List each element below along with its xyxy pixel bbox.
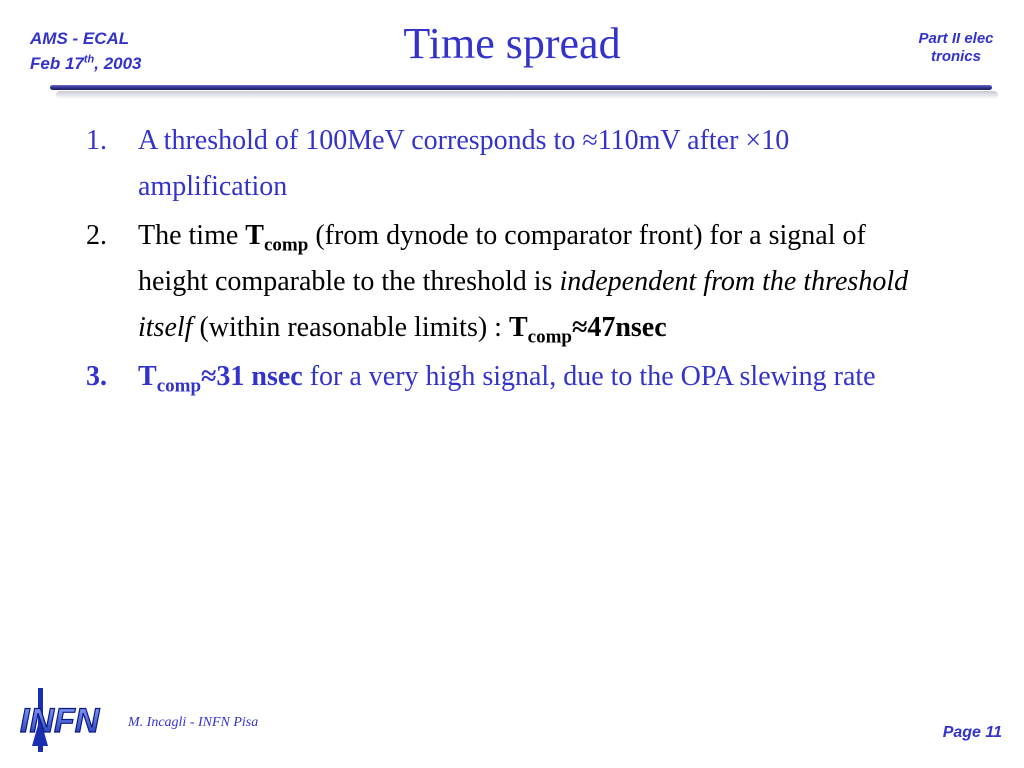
tcomp-number: ≈47nsec xyxy=(571,312,667,343)
tcomp-subscript: comp xyxy=(263,234,309,256)
page-number: Page 11 xyxy=(942,724,1002,741)
tcomp-letter: T xyxy=(508,312,528,343)
title-rule xyxy=(50,85,992,90)
item-text-part: The time xyxy=(138,220,246,251)
item-text xyxy=(138,354,936,400)
header-date-prefix: Feb 17 xyxy=(30,54,84,73)
item-text xyxy=(138,213,936,351)
item-number: 2. xyxy=(86,220,107,251)
item-text: A threshold of 100MeV corresponds to ≈110mV after ×10 amplification xyxy=(138,125,790,202)
infn-logo-icon xyxy=(16,688,108,752)
tcomp-letter: T xyxy=(245,220,264,251)
item-text-part: for a very high signal, due to the OPA slewing rate xyxy=(302,361,876,392)
item-text-part: (from dynode to comparator front) for a signal of height comparable to the threshold is xyxy=(138,220,866,297)
header-project: AMS - ECAL xyxy=(30,29,130,48)
item-text-italic: independent from the threshold itself xyxy=(138,266,909,343)
header-date-suffix: , 2003 xyxy=(94,54,142,73)
title-rule-shadow xyxy=(56,91,998,99)
tcomp-symbol xyxy=(245,220,309,256)
slide-title: Time spread xyxy=(403,19,621,68)
list-item-1 xyxy=(86,118,936,210)
list-item-3 xyxy=(86,354,936,400)
header-part-label: Part II electronics xyxy=(918,30,994,65)
tcomp-letter: T xyxy=(138,361,157,392)
item-number: 3. xyxy=(86,361,107,392)
item-text-part: (within reasonable limits) : xyxy=(192,312,509,343)
tcomp-value xyxy=(138,361,303,397)
header-date-sup: th xyxy=(83,53,95,66)
tcomp-number: ≈31 nsec xyxy=(201,361,303,392)
bullet-list xyxy=(86,118,936,403)
logo-text: INFN xyxy=(20,702,100,740)
list-item-2 xyxy=(86,213,936,351)
tcomp-value xyxy=(508,312,667,348)
tcomp-subscript: comp xyxy=(527,326,572,348)
item-number: 1. xyxy=(86,125,107,156)
tcomp-subscript: comp xyxy=(156,375,202,397)
footer-author: M. Incagli - INFN Pisa xyxy=(128,715,259,730)
